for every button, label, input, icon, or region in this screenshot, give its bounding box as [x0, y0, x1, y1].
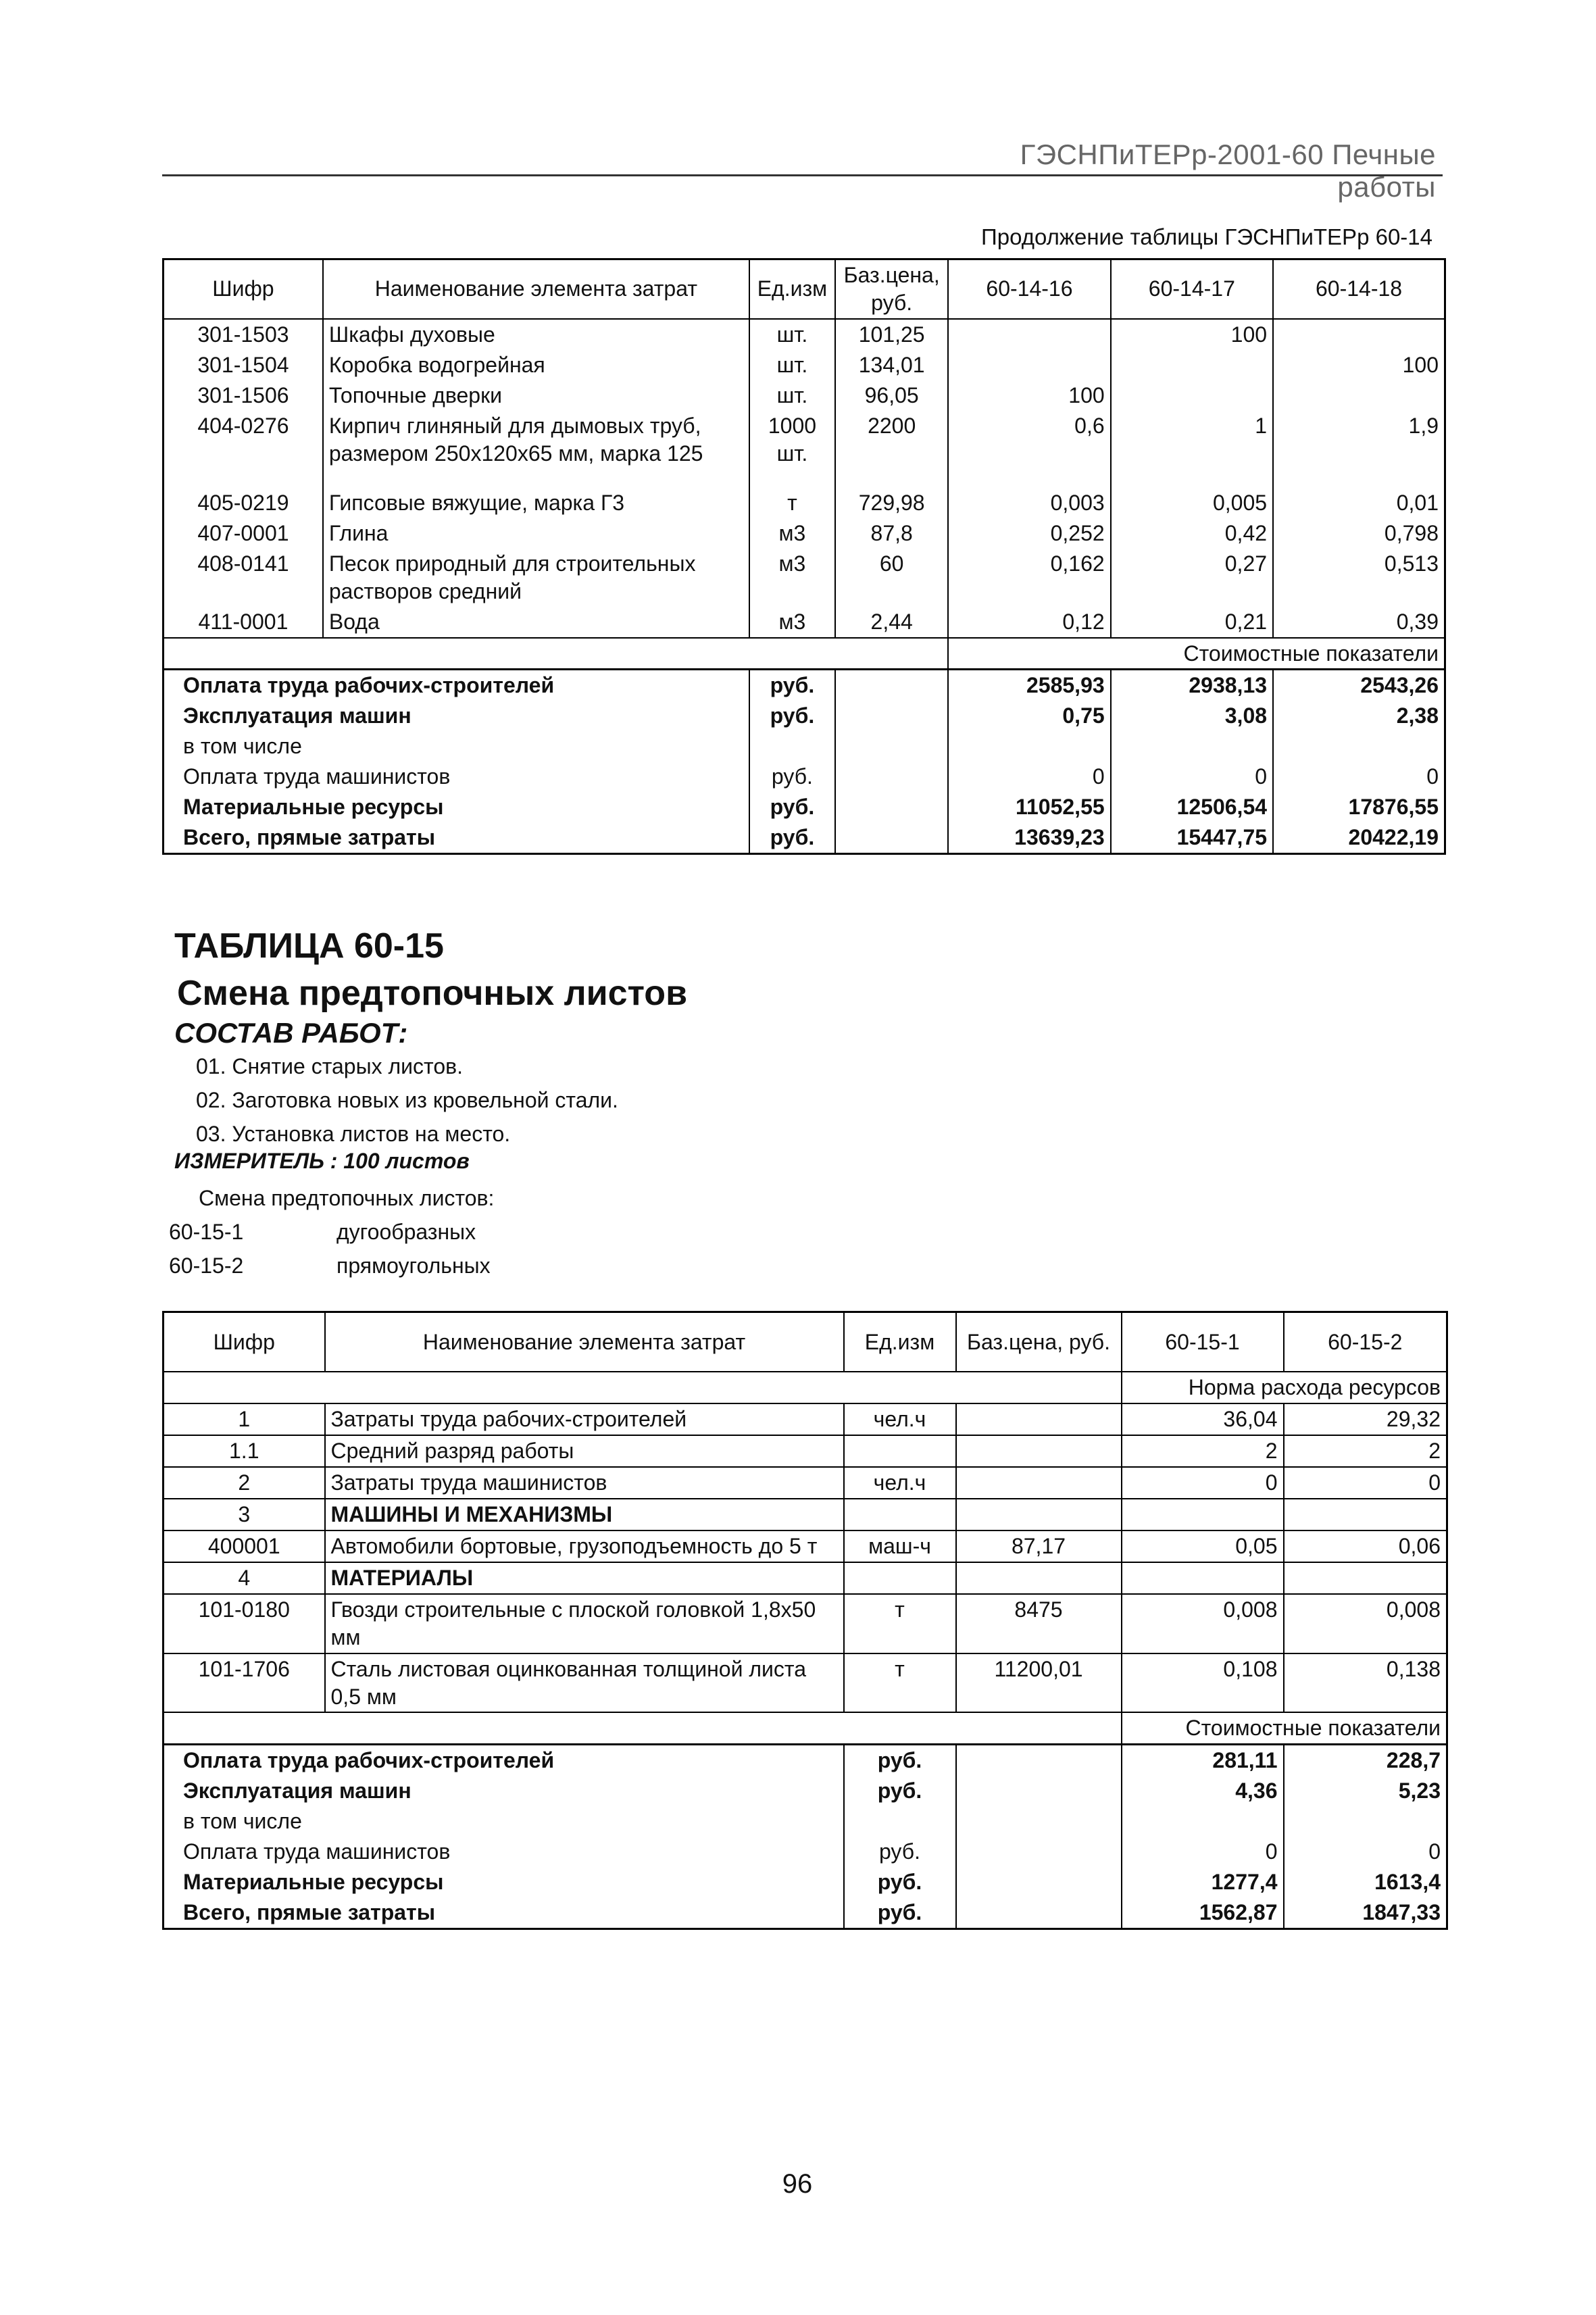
totals-value-1: 2585,93: [948, 670, 1110, 701]
totals-value-1: 1277,4: [1122, 1867, 1284, 1897]
row-value-1: 0,12: [948, 607, 1110, 638]
header-price: Баз.цена, руб.: [956, 1312, 1122, 1372]
row-value-3: [1273, 319, 1445, 350]
row-value-2: 1: [1111, 411, 1273, 488]
table-row: [164, 518, 1445, 549]
table-row: [164, 411, 1445, 488]
totals-row: [164, 731, 1445, 762]
totals-value-2: 0: [1111, 762, 1273, 792]
totals-value-1: 281,11: [1122, 1745, 1284, 1776]
header-col-2: 60-15-2: [1284, 1312, 1447, 1372]
row-value-2: [1284, 1499, 1447, 1530]
totals-label: Материальные ресурсы: [183, 1870, 444, 1895]
empty-cell: [164, 1712, 1122, 1744]
row-value-1: 100: [948, 380, 1110, 411]
totals-value-2: 3,08: [1111, 701, 1273, 731]
row-price: [956, 1403, 1122, 1435]
row-code: 1: [164, 1403, 325, 1435]
row-value-2: 0,27: [1111, 549, 1273, 607]
row-name: Затраты труда машинистов: [325, 1467, 844, 1499]
row-price: [956, 1562, 1122, 1594]
header-col-3: 60-14-18: [1273, 259, 1445, 319]
totals-value-3: 2,38: [1273, 701, 1445, 731]
row-code: 301-1506: [197, 382, 289, 407]
row-unit: маш-ч: [844, 1530, 956, 1562]
row-code: 408-0141: [197, 551, 289, 576]
table-row: [164, 549, 1445, 607]
row-unit: [844, 1499, 956, 1530]
row-unit: 1000 шт.: [749, 411, 835, 488]
row-value-3: 1,9: [1273, 411, 1445, 488]
row-unit: шт.: [749, 319, 835, 350]
totals-unit: руб.: [844, 1897, 956, 1928]
table-row: [164, 1594, 1447, 1653]
totals-label: Оплата труда машинистов: [183, 764, 451, 789]
totals-value-1: [948, 731, 1110, 762]
totals-unit: руб.: [844, 1867, 956, 1897]
table-row: [164, 607, 1445, 638]
row-value-1: 0: [1122, 1467, 1284, 1499]
table-heading: ТАБЛИЦА 60-15: [174, 926, 444, 966]
table-60-15: [162, 1311, 1448, 1930]
empty-cell: [835, 792, 948, 822]
totals-value-3: 2543,26: [1273, 670, 1445, 701]
cost-caption-row: [164, 1712, 1447, 1744]
table-row: [164, 350, 1445, 380]
row-name: Автомобили бортовые, грузоподъемность до 5 т: [325, 1530, 844, 1562]
row-value-1: [948, 319, 1110, 350]
variants-intro: Смена предтопочных листов:: [199, 1186, 495, 1210]
totals-value-3: 20422,19: [1273, 822, 1445, 853]
header-name: Наименование элемента затрат: [323, 259, 749, 319]
totals-label: Оплата труда машинистов: [183, 1839, 451, 1864]
row-value-2: 0,138: [1284, 1653, 1447, 1713]
empty-cell: [323, 638, 749, 670]
totals-unit: руб.: [749, 670, 835, 701]
totals-row: [164, 1776, 1447, 1806]
variant-code: 60-15-1: [169, 1220, 244, 1244]
totals-value-1: 13639,23: [948, 822, 1110, 853]
table-row: [164, 1653, 1447, 1713]
row-code: 101-1706: [164, 1653, 325, 1713]
row-unit: чел.ч: [844, 1467, 956, 1499]
totals-row: [164, 701, 1445, 731]
totals-value-1: 1562,87: [1122, 1897, 1284, 1928]
table-row: [164, 319, 1445, 350]
totals-unit: руб.: [844, 1776, 956, 1806]
row-name: Сталь листовая оцинкованная толщиной листа 0,5 мм: [325, 1653, 844, 1713]
table-row: [164, 1435, 1447, 1467]
totals-row: [164, 1837, 1447, 1867]
totals-value-1: [1122, 1806, 1284, 1837]
empty-cell: [956, 1745, 1122, 1776]
totals-row: [164, 670, 1445, 701]
empty-cell: [835, 638, 948, 670]
empty-cell: [956, 1837, 1122, 1867]
totals-value-2: 0: [1284, 1837, 1447, 1867]
row-value-2: 0,21: [1111, 607, 1273, 638]
totals-unit: [749, 731, 835, 762]
row-unit: м3: [749, 549, 835, 607]
totals-value-2: [1284, 1806, 1447, 1837]
header-rule: [162, 174, 1443, 176]
continuation-caption: Продолжение таблицы ГЭСНПиТЕРр 60-14: [981, 224, 1432, 249]
totals-value-2: 1847,33: [1284, 1897, 1447, 1928]
totals-value-3: 0: [1273, 762, 1445, 792]
totals-unit: руб.: [749, 792, 835, 822]
row-code: 3: [164, 1499, 325, 1530]
totals-label: Всего, прямые затраты: [183, 1900, 436, 1925]
totals-row: [164, 1745, 1447, 1776]
totals-value-2: 12506,54: [1111, 792, 1273, 822]
row-unit: чел.ч: [844, 1403, 956, 1435]
row-code: 400001: [164, 1530, 325, 1562]
totals-label: Материальные ресурсы: [183, 795, 444, 820]
totals-unit: [844, 1806, 956, 1837]
row-price: [956, 1435, 1122, 1467]
row-value-1: 0,003: [948, 488, 1110, 518]
row-value-3: 0,01: [1273, 488, 1445, 518]
variant-description: дугообразных: [336, 1220, 476, 1244]
row-value-3: 0,798: [1273, 518, 1445, 549]
page-number: 96: [782, 2169, 813, 2199]
row-value-1: 36,04: [1122, 1403, 1284, 1435]
row-name: МАТЕРИАЛЫ: [325, 1562, 844, 1594]
row-value-1: 2: [1122, 1435, 1284, 1467]
row-value-2: 29,32: [1284, 1403, 1447, 1435]
row-name: Глина: [323, 518, 749, 549]
table-header-row: [164, 1312, 1447, 1372]
row-unit: шт.: [749, 380, 835, 411]
row-value-1: 0,05: [1122, 1530, 1284, 1562]
totals-value-1: 0: [1122, 1837, 1284, 1867]
row-name: Кирпич глиняный для дымовых труб, размером 250х120х65 мм, марка 125: [323, 411, 749, 488]
totals-row: [164, 1897, 1447, 1928]
totals-unit: руб.: [749, 701, 835, 731]
row-unit: [844, 1435, 956, 1467]
row-name: МАШИНЫ И МЕХАНИЗМЫ: [325, 1499, 844, 1530]
variant-description: прямоугольных: [336, 1253, 491, 1278]
table-row: [164, 1562, 1447, 1594]
totals-unit: руб.: [844, 1837, 956, 1867]
totals-value-1: 0,75: [948, 701, 1110, 731]
totals-value-2: 1613,4: [1284, 1867, 1447, 1897]
empty-cell: [835, 762, 948, 792]
work-item: 02. Заготовка новых из кровельной стали.: [196, 1088, 618, 1112]
row-price: 96,05: [835, 380, 948, 411]
row-name: Шкафы духовые: [323, 319, 749, 350]
row-price: 87,8: [835, 518, 948, 549]
header-col-2: 60-14-17: [1111, 259, 1273, 319]
row-value-3: 100: [1273, 350, 1445, 380]
row-price: 729,98: [835, 488, 948, 518]
header-code: Шифр: [164, 259, 323, 319]
row-unit: м3: [749, 607, 835, 638]
row-value-2: 0,005: [1111, 488, 1273, 518]
table-subheading: Смена предтопочных листов: [177, 974, 688, 1013]
empty-cell: [835, 822, 948, 853]
row-value-1: 0,252: [948, 518, 1110, 549]
row-name: Песок природный для строительных растворов средний: [323, 549, 749, 607]
row-value-1: 0,6: [948, 411, 1110, 488]
row-code: 101-0180: [164, 1594, 325, 1653]
totals-value-1: 4,36: [1122, 1776, 1284, 1806]
row-name: Средний разряд работы: [325, 1435, 844, 1467]
norm-caption-row: [164, 1372, 1447, 1403]
table-row: [164, 380, 1445, 411]
row-value-2: 0: [1284, 1467, 1447, 1499]
row-price: 2,44: [835, 607, 948, 638]
empty-cell: [835, 731, 948, 762]
row-price: 2200: [835, 411, 948, 488]
row-price: [956, 1467, 1122, 1499]
norm-caption: Норма расхода ресурсов: [1122, 1372, 1447, 1403]
row-value-1: 0,162: [948, 549, 1110, 607]
table-60-14-continuation: [162, 258, 1446, 855]
row-name: Затраты труда рабочих-строителей: [325, 1403, 844, 1435]
row-value-1: 0,008: [1122, 1594, 1284, 1653]
totals-value-2: 228,7: [1284, 1745, 1447, 1776]
totals-row: [164, 792, 1445, 822]
row-unit: [844, 1562, 956, 1594]
work-item: 03. Установка листов на место.: [196, 1122, 511, 1146]
row-value-2: [1111, 380, 1273, 411]
totals-row: [164, 762, 1445, 792]
empty-cell: [749, 638, 835, 670]
row-price: 60: [835, 549, 948, 607]
totals-label: Эксплуатация машин: [183, 703, 412, 728]
row-code: 2: [164, 1467, 325, 1499]
totals-value-2: 15447,75: [1111, 822, 1273, 853]
header-price: Баз.цена, руб.: [835, 259, 948, 319]
row-value-2: 100: [1111, 319, 1273, 350]
row-price: 87,17: [956, 1530, 1122, 1562]
table-header-row: [164, 259, 1445, 319]
row-value-2: [1284, 1562, 1447, 1594]
work-item: 01. Снятие старых листов.: [196, 1054, 464, 1078]
row-value-1: [948, 350, 1110, 380]
row-code: 301-1503: [197, 322, 289, 347]
totals-unit: руб.: [749, 762, 835, 792]
running-header: ГЭСНПиТЕРр-2001-60 Печные работы: [1020, 139, 1436, 203]
row-code: 411-0001: [198, 609, 289, 634]
row-unit: т: [844, 1653, 956, 1713]
totals-unit: руб.: [749, 822, 835, 853]
row-price: 8475: [956, 1594, 1122, 1653]
totals-value-1: 11052,55: [948, 792, 1110, 822]
totals-label: Оплата труда рабочих-строителей: [164, 1745, 844, 1776]
variant-code: 60-15-2: [169, 1253, 244, 1278]
empty-cell: [835, 670, 948, 701]
row-value-1: 0,108: [1122, 1653, 1284, 1713]
table-row: [164, 488, 1445, 518]
row-value-2: 0,008: [1284, 1594, 1447, 1653]
row-code: 404-0276: [197, 413, 289, 438]
totals-label: Эксплуатация машин: [183, 1778, 412, 1803]
row-unit: м3: [749, 518, 835, 549]
header-name: Наименование элемента затрат: [325, 1312, 844, 1372]
row-value-2: 0,42: [1111, 518, 1273, 549]
header-unit: Ед.изм: [749, 259, 835, 319]
row-price: 101,25: [835, 319, 948, 350]
work-composition-label: СОСТАВ РАБОТ:: [174, 1017, 408, 1049]
row-code: 1.1: [164, 1435, 325, 1467]
row-value-1: [1122, 1562, 1284, 1594]
row-value-3: 0,513: [1273, 549, 1445, 607]
row-price: 134,01: [835, 350, 948, 380]
totals-value-3: [1273, 731, 1445, 762]
row-value-1: [1122, 1499, 1284, 1530]
row-name: Коробка водогрейная: [323, 350, 749, 380]
totals-value-2: 2938,13: [1111, 670, 1273, 701]
cost-caption: Стоимостные показатели: [948, 638, 1445, 670]
row-value-3: [1273, 380, 1445, 411]
measure-unit: ИЗМЕРИТЕЛЬ : 100 листов: [174, 1149, 470, 1173]
header-unit: Ед.изм: [844, 1312, 956, 1372]
empty-cell: [956, 1776, 1122, 1806]
table-row: [164, 1530, 1447, 1562]
header-col-1: 60-15-1: [1122, 1312, 1284, 1372]
totals-value-1: 0: [948, 762, 1110, 792]
empty-cell: [835, 701, 948, 731]
row-name: Гипсовые вяжущие, марка Г3: [323, 488, 749, 518]
row-value-2: 0,06: [1284, 1530, 1447, 1562]
row-value-3: 0,39: [1273, 607, 1445, 638]
table-row: [164, 1499, 1447, 1530]
row-unit: т: [844, 1594, 956, 1653]
totals-value-3: 17876,55: [1273, 792, 1445, 822]
table-row: [164, 1403, 1447, 1435]
totals-label: в том числе: [183, 1809, 302, 1834]
row-unit: шт.: [749, 350, 835, 380]
totals-unit: руб.: [844, 1745, 956, 1776]
totals-row: [164, 1806, 1447, 1837]
empty-cell: [164, 1372, 1122, 1403]
row-value-2: [1111, 350, 1273, 380]
cost-caption: Стоимостные показатели: [1122, 1712, 1447, 1744]
row-price: [956, 1499, 1122, 1530]
row-value-2: 2: [1284, 1435, 1447, 1467]
totals-label: Оплата труда рабочих-строителей: [164, 670, 749, 701]
header-code: Шифр: [164, 1312, 325, 1372]
table-row: [164, 1467, 1447, 1499]
row-price: 11200,01: [956, 1653, 1122, 1713]
totals-row: [164, 1867, 1447, 1897]
row-name: Топочные дверки: [323, 380, 749, 411]
totals-value-2: [1111, 731, 1273, 762]
empty-cell: [956, 1897, 1122, 1928]
header-col-1: 60-14-16: [948, 259, 1110, 319]
empty-cell: [956, 1867, 1122, 1897]
row-unit: т: [749, 488, 835, 518]
empty-cell: [164, 638, 323, 670]
totals-row: [164, 822, 1445, 853]
totals-label: в том числе: [183, 734, 302, 759]
empty-cell: [956, 1806, 1122, 1837]
row-code: 405-0219: [197, 490, 289, 515]
row-code: 4: [164, 1562, 325, 1594]
row-code: 407-0001: [197, 520, 289, 545]
totals-label: Всего, прямые затраты: [183, 825, 436, 850]
row-code: 301-1504: [197, 352, 289, 377]
row-name: Вода: [323, 607, 749, 638]
row-name: Гвозди строительные с плоской головкой 1,8х50 мм: [325, 1594, 844, 1653]
cost-caption-row: [164, 638, 1445, 670]
totals-value-2: 5,23: [1284, 1776, 1447, 1806]
